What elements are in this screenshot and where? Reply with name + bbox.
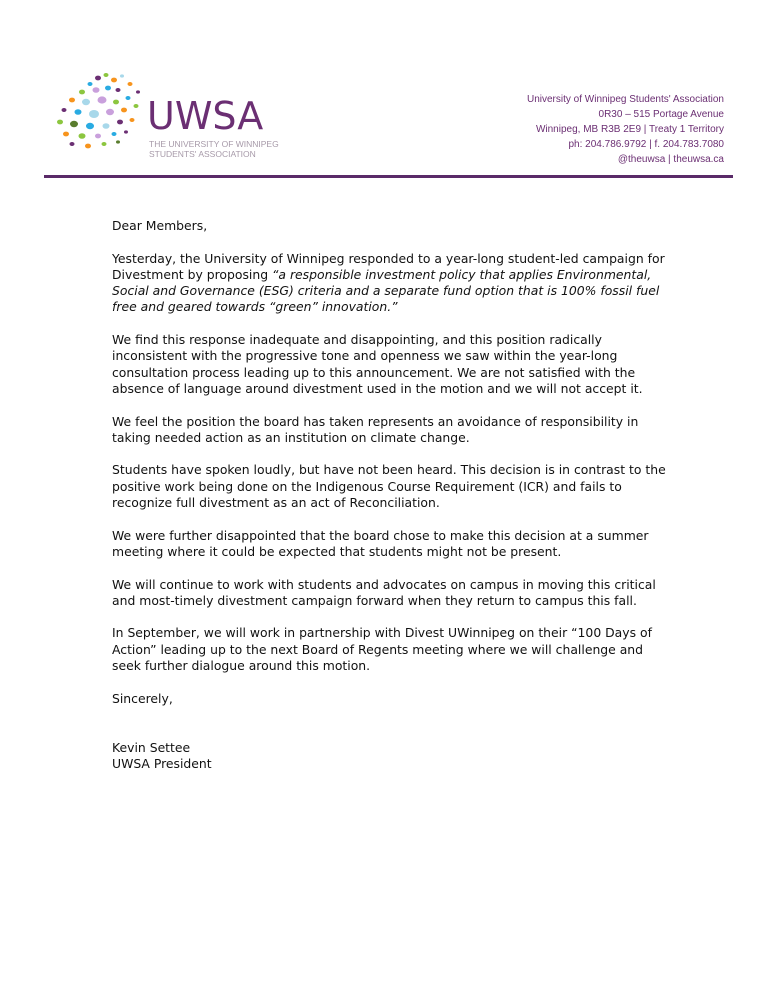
signer-title: UWSA President <box>112 755 212 771</box>
paragraph-1 <box>112 251 672 316</box>
logo-dot <box>126 96 131 100</box>
logo-dot <box>116 140 120 143</box>
contact-block <box>527 92 724 167</box>
logo-dot <box>70 142 75 146</box>
paragraph-2: We find this response inadequate and disappointing, and this position radically inconsistent with the progressive tone and openness we saw within the year-long consultation process leading up to this announcement. We are not satisfied with the absence of language around divestment used in the motion and we will not accept it. <box>112 332 643 396</box>
logo-dot <box>62 108 67 112</box>
paragraph-4: Students have spoken loudly, but have not been heard. This decision is in contrast to the positive work being done on the Indigenous Course Requirement (ICR) and fails to recognize full divestment as an act of Reconciliation. <box>112 462 666 511</box>
logo-dot <box>111 78 117 83</box>
logo-subtitle-line1: THE UNIVERSITY OF WINNIPEG <box>149 139 279 149</box>
logo-dot <box>121 108 127 113</box>
logo-dot <box>113 100 119 105</box>
logo-dot <box>85 144 91 149</box>
logo-dot <box>88 82 93 86</box>
logo-dot <box>124 130 128 133</box>
letter-body <box>112 218 672 772</box>
contact-address: 0R30 – 515 Portage Avenue <box>598 109 724 120</box>
letterhead <box>0 0 768 180</box>
logo-dot <box>116 88 121 92</box>
logo-dot <box>106 109 114 115</box>
logo-dot <box>105 86 111 91</box>
contact-city: Winnipeg, MB R3B 2E9 | Treaty 1 Territory <box>535 124 724 135</box>
logo-subtitle-line2: STUDENTS' ASSOCIATION <box>149 148 256 159</box>
paragraph-6: We will continue to work with students and advocates on campus in moving this critical and most-timely divestment campaign forward when they return to campus this fall. <box>112 576 656 608</box>
logo-dot <box>136 90 140 93</box>
logo-dot <box>98 96 107 103</box>
logo-dot <box>95 76 101 81</box>
contact-social-web: @theuwsa | theuwsa.ca <box>617 154 724 165</box>
logo-subtitle <box>149 140 279 159</box>
salutation: Dear Members, <box>112 218 208 233</box>
logo-dot <box>82 99 90 105</box>
logo-dot <box>120 74 124 77</box>
logo-dot <box>134 104 139 108</box>
paragraph-1-lead: Yesterday, the University of Winnipeg responded to a year-long student-led campaign for Divestment by proposing <box>112 250 665 282</box>
uwsa-dot-burst-logo-icon <box>52 70 144 152</box>
paragraph-3: We feel the position the board has taken represents an avoidance of responsibility in taking needed action as an institution on climate change. <box>112 413 639 445</box>
logo-dot <box>86 123 94 129</box>
logo-dot <box>102 142 107 146</box>
logo-dot <box>130 118 135 122</box>
logo-dot <box>104 73 109 77</box>
paragraph-5: We were further disappointed that the board chose to make this decision at a summer meeting where it could be expected that students might not be present. <box>112 527 649 559</box>
logo-dot <box>75 109 82 115</box>
logo-dot <box>128 82 133 86</box>
logo-dot <box>89 110 99 118</box>
logo-dot <box>69 98 75 103</box>
logo-dot <box>79 90 85 95</box>
logo-dot <box>70 121 78 127</box>
paragraph-7: In September, we will work in partnership with Divest UWinnipeg on their “100 Days of Action” leading up to the next Board of Regents meeting where we will challenge and seek further dialogue around this motion. <box>112 625 652 674</box>
logo-dot <box>117 120 123 125</box>
signer-name: Kevin Settee <box>112 739 191 755</box>
logo-dot <box>79 133 86 139</box>
closing: Sincerely, <box>112 690 173 706</box>
logo-dot <box>95 134 101 139</box>
logo-dot <box>93 87 100 93</box>
logo-dot <box>63 132 69 137</box>
logo-dot <box>103 123 110 129</box>
logo-dot <box>112 132 117 136</box>
contact-phone-fax: ph: 204.786.9792 | f. 204.783.7080 <box>568 139 724 150</box>
contact-org-name: University of Winnipeg Students' Association <box>526 94 724 105</box>
logo-dot <box>57 120 63 125</box>
letterhead-divider <box>44 175 733 178</box>
paragraph-1-quote: “a responsible investment policy that applies Environmental, Social and Governance (ESG) criteria and a separate fund option that is 100% fossil fuel free and geared towards “green” innovation.” <box>112 266 660 315</box>
logo-wordmark: UWSA <box>147 94 264 138</box>
